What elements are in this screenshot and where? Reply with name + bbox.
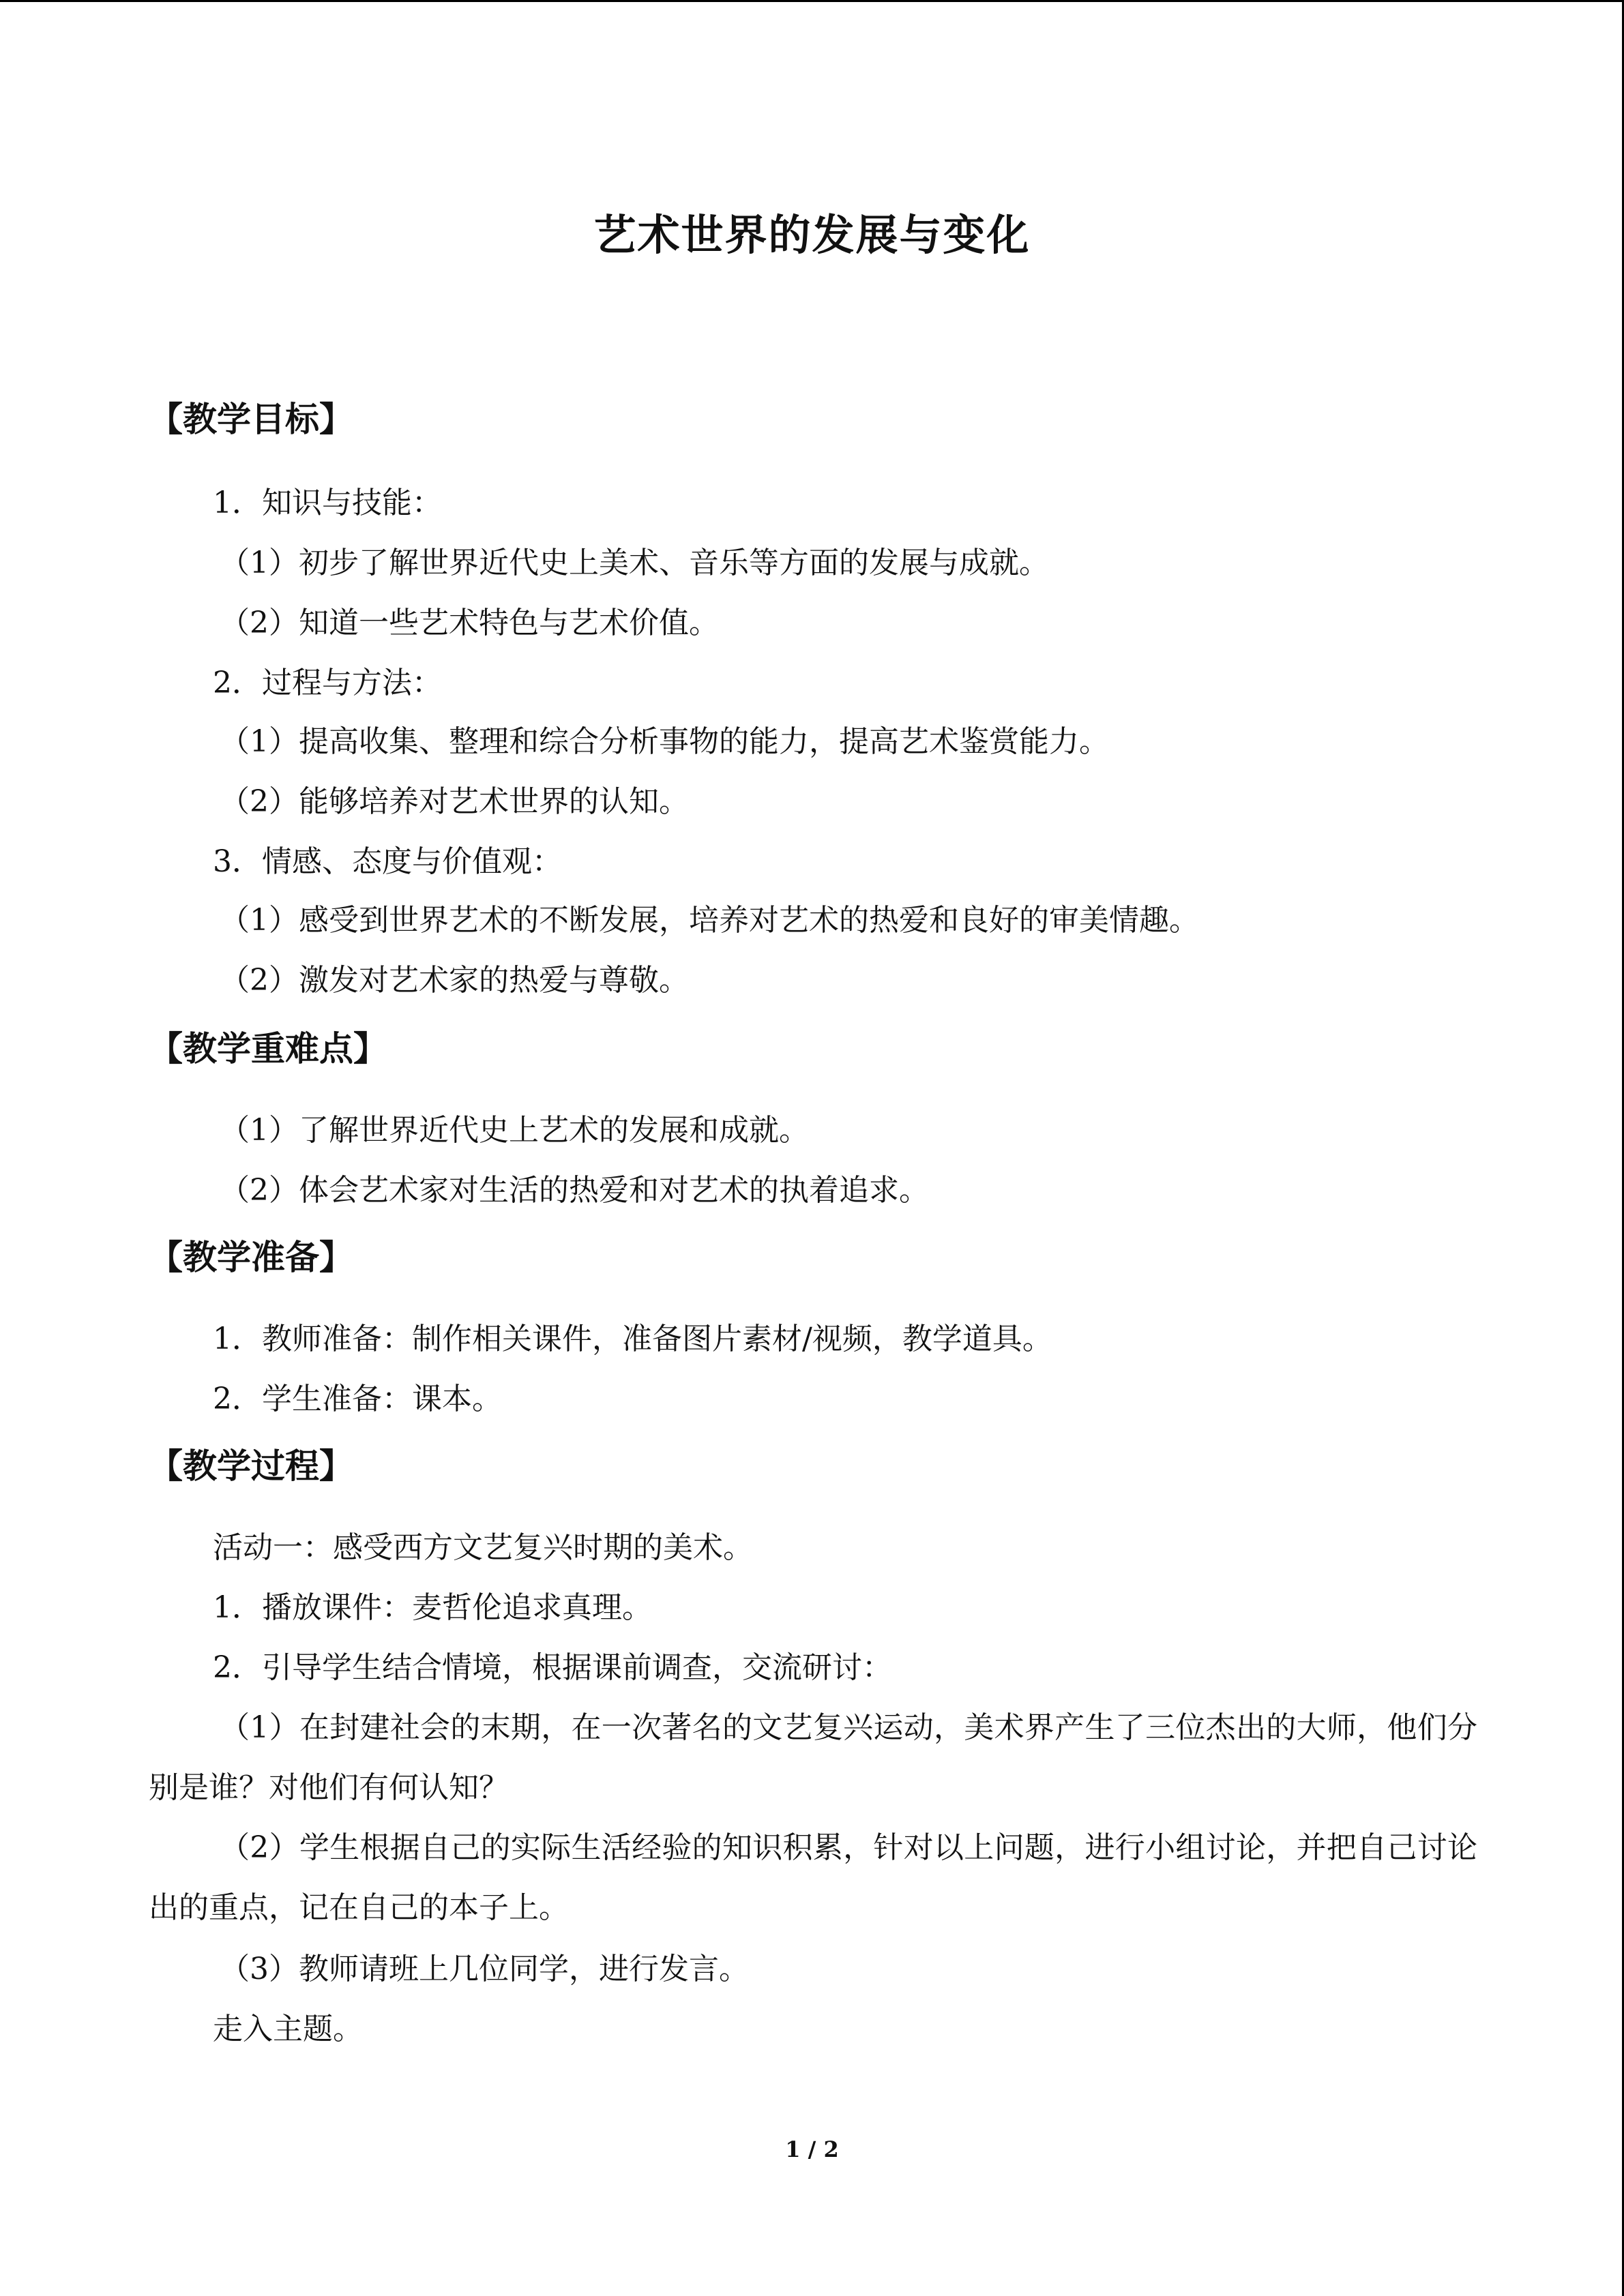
process-item: 活动一：感受西方文艺复兴时期的美术。 bbox=[213, 1530, 753, 1565]
process-item: 1．播放课件：麦哲伦追求真理。 bbox=[213, 1590, 652, 1625]
preparation-item: 1．教师准备：制作相关课件，准备图片素材/视频，教学道具。 bbox=[213, 1322, 1052, 1356]
section-heading-preparation: 【教学准备】 bbox=[149, 1238, 353, 1277]
preparation-item: 2．学生准备：课本。 bbox=[213, 1382, 502, 1416]
document-title: 艺术世界的发展与变化 bbox=[593, 210, 1031, 260]
page-border-top bbox=[0, 0, 1624, 2]
process-item: （3）教师请班上几位同学，进行发言。 bbox=[220, 1952, 749, 1986]
objective-item: （2）能够培养对艺术世界的认知。 bbox=[220, 784, 689, 819]
section-heading-key-points: 【教学重难点】 bbox=[149, 1029, 387, 1069]
process-item: 2．引导学生结合情境，根据课前调查，交流研讨： bbox=[213, 1650, 892, 1685]
key-point-item: （1）了解世界近代史上艺术的发展和成就。 bbox=[220, 1113, 809, 1148]
objective-item: （1）初步了解世界近代史上美术、音乐等方面的发展与成就。 bbox=[220, 546, 1049, 580]
key-point-item: （2）体会艺术家对生活的热爱和对艺术的执着追求。 bbox=[220, 1173, 929, 1208]
objective-item: 1．知识与技能： bbox=[213, 486, 442, 520]
page-number: 1 / 2 bbox=[785, 2136, 839, 2162]
objective-item: 3．情感、态度与价值观： bbox=[213, 844, 562, 879]
process-item: 走入主题。 bbox=[213, 2012, 363, 2046]
objective-item: （2）激发对艺术家的热爱与尊敬。 bbox=[220, 963, 689, 998]
objective-item: （1）提高收集、整理和综合分析事物的能力，提高艺术鉴赏能力。 bbox=[220, 724, 1109, 759]
process-paragraph: （1）在封建社会的末期，在一次著名的文艺复兴运动，美术界产生了三位杰出的大师，他们分别是谁？对他们有何认知？ bbox=[149, 1710, 1477, 1805]
process-paragraph: （2）学生根据自己的实际生活经验的知识积累，针对以上问题，进行小组讨论，并把自己讨论出的重点，记在自己的本子上。 bbox=[149, 1830, 1477, 1925]
objective-item: 2．过程与方法： bbox=[213, 666, 442, 700]
objective-item: （1）感受到世界艺术的不断发展，培养对艺术的热爱和良好的审美情趣。 bbox=[220, 903, 1199, 938]
section-heading-process: 【教学过程】 bbox=[149, 1446, 353, 1486]
objective-item: （2）知道一些艺术特色与艺术价值。 bbox=[220, 606, 719, 640]
section-heading-objectives: 【教学目标】 bbox=[149, 400, 353, 439]
